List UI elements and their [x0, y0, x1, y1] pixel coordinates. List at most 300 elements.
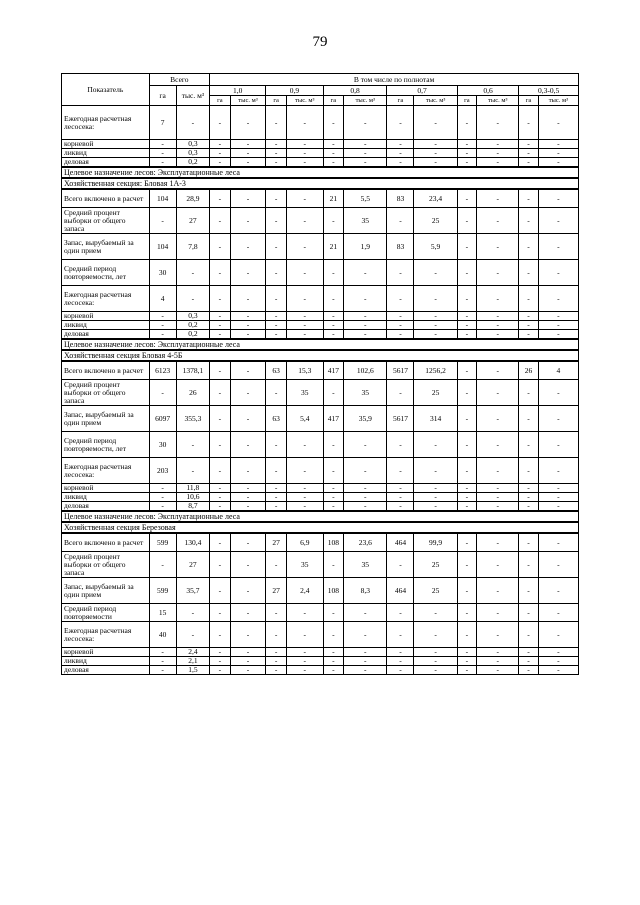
table-cell: -	[387, 106, 414, 140]
table-cell: -	[457, 657, 476, 666]
table-cell: -	[266, 330, 287, 340]
table-cell: -	[266, 140, 287, 149]
table-cell: -	[387, 502, 414, 512]
section-row-text: Хозяйственная секция: Бловая 1А-3	[62, 178, 579, 189]
table-cell: -	[477, 140, 519, 149]
table-cell: -	[387, 286, 414, 312]
table-cell: -	[457, 648, 476, 657]
table-cell: -	[230, 484, 266, 493]
table-cell: 130,4	[176, 533, 210, 552]
table-cell: -	[266, 260, 287, 286]
table-cell: -	[286, 140, 323, 149]
table-cell: -	[387, 604, 414, 622]
table-cell: -	[344, 140, 387, 149]
table-row	[62, 533, 579, 552]
table-cell: -	[149, 208, 176, 234]
table-cell: -	[477, 158, 519, 168]
table-cell: -	[457, 312, 476, 321]
table-cell: -	[323, 657, 344, 666]
table-cell: -	[519, 657, 538, 666]
table-cell: -	[210, 380, 231, 406]
table-cell: -	[414, 657, 457, 666]
table-row	[62, 140, 579, 149]
table-cell: -	[387, 158, 414, 168]
table-cell: 7	[149, 106, 176, 140]
table-cell: -	[344, 622, 387, 648]
subheader-tys: тыс. м³	[286, 96, 323, 106]
table-row	[62, 458, 579, 484]
table-cell: -	[323, 552, 344, 578]
table-cell: -	[519, 432, 538, 458]
table-cell: -	[286, 234, 323, 260]
table-cell: -	[457, 321, 476, 330]
table-cell: -	[477, 657, 519, 666]
table-cell: -	[149, 666, 176, 675]
table-row	[62, 189, 579, 208]
table-row	[62, 149, 579, 158]
purpose-row-text: Целевое назначение лесов: Эксплуатационные леса	[62, 167, 579, 178]
table-cell: 1256,2	[414, 361, 457, 380]
table-cell: -	[149, 552, 176, 578]
table-cell: -	[266, 622, 287, 648]
table-cell: -	[266, 380, 287, 406]
table-cell: -	[457, 158, 476, 168]
table-cell: 63	[266, 406, 287, 432]
row-label: деловая	[62, 502, 150, 512]
table-cell: 5617	[387, 406, 414, 432]
table-cell: -	[344, 493, 387, 502]
table-cell: -	[477, 648, 519, 657]
table-cell: -	[519, 648, 538, 657]
table-row	[62, 380, 579, 406]
table-cell: -	[457, 361, 476, 380]
table-cell: -	[210, 312, 231, 321]
table-cell: -	[387, 149, 414, 158]
table-cell: -	[457, 622, 476, 648]
table-cell: -	[149, 140, 176, 149]
table-row	[62, 432, 579, 458]
table-cell: 0,2	[176, 330, 210, 340]
row-label: Средний период повторяемости	[62, 604, 150, 622]
table-cell: -	[323, 286, 344, 312]
table-cell: -	[230, 533, 266, 552]
table-cell: 6097	[149, 406, 176, 432]
section-row-text: Хозяйственная секция Березовая	[62, 522, 579, 533]
table-cell: -	[286, 106, 323, 140]
table-cell: -	[344, 432, 387, 458]
table-cell: -	[323, 666, 344, 675]
table-cell: -	[266, 484, 287, 493]
row-label: Ежегодная расчетная лесосека:	[62, 622, 150, 648]
table-cell: -	[323, 330, 344, 340]
header-indicator: Показатель	[62, 74, 150, 106]
row-label: деловая	[62, 666, 150, 675]
table-cell: -	[210, 330, 231, 340]
table-cell: -	[230, 149, 266, 158]
table-cell: -	[286, 321, 323, 330]
table-cell: 27	[266, 578, 287, 604]
table-cell: -	[286, 432, 323, 458]
table-cell: -	[519, 234, 538, 260]
row-label: Ежегодная расчетная лесосека:	[62, 458, 150, 484]
table-cell: -	[176, 286, 210, 312]
table-cell: -	[387, 330, 414, 340]
table-row	[62, 106, 579, 140]
table-cell: -	[519, 458, 538, 484]
table-cell: 15	[149, 604, 176, 622]
table-cell: -	[323, 648, 344, 657]
table-cell: -	[519, 552, 538, 578]
table-cell: 26	[176, 380, 210, 406]
table-cell: 35	[344, 552, 387, 578]
table-cell: -	[344, 458, 387, 484]
table-cell: -	[266, 234, 287, 260]
table-cell: -	[538, 533, 578, 552]
table-cell: -	[210, 189, 231, 208]
table-row	[62, 312, 579, 321]
table-cell: -	[538, 189, 578, 208]
table-cell: -	[457, 406, 476, 432]
table-cell: -	[286, 502, 323, 512]
table-cell: -	[266, 158, 287, 168]
table-cell: -	[519, 260, 538, 286]
table-cell: -	[210, 604, 231, 622]
table-cell: -	[344, 312, 387, 321]
table-cell: -	[414, 622, 457, 648]
table-cell: -	[230, 106, 266, 140]
table-cell: -	[414, 484, 457, 493]
subheader-ga: га	[519, 96, 538, 106]
row-label: Средний процент выборки от общего запаса	[62, 552, 150, 578]
row-label: ликвид	[62, 493, 150, 502]
table-cell: 8,3	[344, 578, 387, 604]
table-cell: -	[457, 484, 476, 493]
table-cell: -	[286, 286, 323, 312]
table-cell: -	[477, 458, 519, 484]
table-cell: 6123	[149, 361, 176, 380]
subheader-tys: тыс. м³	[230, 96, 266, 106]
table-cell: -	[286, 260, 323, 286]
row-label: Всего включено в расчет	[62, 361, 150, 380]
table-cell: 599	[149, 533, 176, 552]
table-cell: -	[266, 312, 287, 321]
table-cell: 1,9	[344, 234, 387, 260]
table-cell: -	[519, 484, 538, 493]
row-label: корневой	[62, 648, 150, 657]
table-cell: -	[414, 458, 457, 484]
table-cell: -	[477, 149, 519, 158]
table-cell: -	[344, 330, 387, 340]
table-cell: -	[176, 432, 210, 458]
section-row	[62, 522, 579, 533]
table-cell: -	[477, 234, 519, 260]
table-cell: -	[457, 260, 476, 286]
table-cell: -	[344, 149, 387, 158]
table-cell: 1,5	[176, 666, 210, 675]
table-row	[62, 286, 579, 312]
table-cell: -	[230, 552, 266, 578]
table-cell: 27	[266, 533, 287, 552]
table-row	[62, 502, 579, 512]
table-cell: -	[538, 149, 578, 158]
table-cell: -	[387, 493, 414, 502]
table-cell: -	[457, 380, 476, 406]
table-cell: -	[387, 260, 414, 286]
table-cell: -	[286, 312, 323, 321]
table-cell: -	[414, 321, 457, 330]
table-cell: -	[457, 234, 476, 260]
table-cell: -	[176, 604, 210, 622]
table-cell: -	[266, 502, 287, 512]
table-cell: -	[323, 158, 344, 168]
table-cell: -	[414, 432, 457, 458]
header-total-tys: тыс. м³	[176, 86, 210, 106]
table-cell: -	[344, 321, 387, 330]
table-cell: -	[230, 286, 266, 312]
table-cell: -	[538, 552, 578, 578]
header-dens-3: 0,7	[387, 86, 457, 96]
table-cell: -	[457, 493, 476, 502]
table-cell: -	[344, 648, 387, 657]
row-label: ликвид	[62, 149, 150, 158]
table-cell: -	[457, 458, 476, 484]
table-cell: -	[538, 321, 578, 330]
table-cell: -	[477, 604, 519, 622]
table-cell: -	[477, 493, 519, 502]
table-row	[62, 604, 579, 622]
table-cell: -	[210, 286, 231, 312]
table-cell: 23,6	[344, 533, 387, 552]
table-cell: 314	[414, 406, 457, 432]
table-cell: 108	[323, 578, 344, 604]
row-label: ликвид	[62, 321, 150, 330]
table-cell: -	[477, 484, 519, 493]
table-cell: 27	[176, 552, 210, 578]
table-cell: 2,4	[176, 648, 210, 657]
purpose-row-text: Целевое назначение лесов: Эксплуатационные леса	[62, 511, 579, 522]
table-cell: -	[477, 533, 519, 552]
table-cell: 25	[414, 578, 457, 604]
table-cell: -	[210, 493, 231, 502]
table-cell: -	[286, 604, 323, 622]
table-cell: -	[286, 493, 323, 502]
table-cell: -	[387, 648, 414, 657]
table-row	[62, 666, 579, 675]
table-cell: -	[457, 533, 476, 552]
table-cell: -	[519, 622, 538, 648]
purpose-row-text: Целевое назначение лесов: Эксплуатационные леса	[62, 339, 579, 350]
table-cell: -	[286, 158, 323, 168]
table-cell: -	[266, 106, 287, 140]
table-cell: -	[230, 458, 266, 484]
table-cell: -	[477, 312, 519, 321]
table-cell: -	[477, 208, 519, 234]
table-cell: 5,4	[286, 406, 323, 432]
table-cell: -	[538, 312, 578, 321]
header-dens-2: 0,8	[323, 86, 387, 96]
table-cell: -	[210, 321, 231, 330]
header-total: Всего	[149, 74, 210, 86]
table-cell: -	[538, 604, 578, 622]
table-cell: 35	[344, 208, 387, 234]
table-cell: -	[210, 260, 231, 286]
table-cell: -	[538, 330, 578, 340]
table-cell: -	[519, 286, 538, 312]
table-cell: -	[387, 484, 414, 493]
table-cell: -	[457, 106, 476, 140]
table-cell: 7,8	[176, 234, 210, 260]
table-row	[62, 484, 579, 493]
table-cell: -	[286, 657, 323, 666]
section-row	[62, 350, 579, 361]
table-cell: -	[286, 484, 323, 493]
table-cell: -	[210, 578, 231, 604]
table-cell: -	[414, 330, 457, 340]
table-cell: 35	[286, 552, 323, 578]
table-cell: -	[210, 140, 231, 149]
table-cell: -	[230, 380, 266, 406]
table-cell: -	[210, 622, 231, 648]
table-cell: -	[323, 622, 344, 648]
table-cell: -	[477, 578, 519, 604]
table-cell: -	[457, 552, 476, 578]
table-cell: -	[149, 149, 176, 158]
table-cell: 0,3	[176, 149, 210, 158]
table-cell: -	[519, 604, 538, 622]
table-cell: -	[457, 189, 476, 208]
table-cell: -	[286, 648, 323, 657]
table-cell: -	[266, 552, 287, 578]
table-cell: 15,3	[286, 361, 323, 380]
table-cell: -	[323, 140, 344, 149]
table-cell: -	[286, 208, 323, 234]
table-cell: -	[477, 432, 519, 458]
subheader-tys: тыс. м³	[344, 96, 387, 106]
table-cell: -	[387, 380, 414, 406]
table-cell: -	[519, 149, 538, 158]
table-cell: -	[266, 648, 287, 657]
table-cell: -	[323, 493, 344, 502]
table-cell: -	[230, 312, 266, 321]
table-cell: -	[519, 533, 538, 552]
subheader-ga: га	[210, 96, 231, 106]
table-cell: -	[457, 666, 476, 675]
table-cell: -	[210, 648, 231, 657]
table-cell: -	[538, 208, 578, 234]
table-cell: 35	[344, 380, 387, 406]
table-cell: -	[457, 286, 476, 312]
table-row	[62, 648, 579, 657]
table-cell: -	[210, 502, 231, 512]
table-cell: -	[477, 189, 519, 208]
table-cell: 63	[266, 361, 287, 380]
header-dens-4: 0,6	[457, 86, 519, 96]
table-cell: -	[149, 502, 176, 512]
row-label: ликвид	[62, 657, 150, 666]
row-label: корневой	[62, 484, 150, 493]
table-cell: -	[477, 361, 519, 380]
table-cell: -	[519, 578, 538, 604]
table-cell: 464	[387, 578, 414, 604]
table-cell: -	[286, 458, 323, 484]
table-cell: -	[414, 604, 457, 622]
table-cell: -	[457, 208, 476, 234]
row-label: Всего включено в расчет	[62, 189, 150, 208]
table-cell: -	[344, 666, 387, 675]
table-cell: 417	[323, 406, 344, 432]
row-label: Средний процент выборки от общего запаса	[62, 380, 150, 406]
table-cell: -	[457, 578, 476, 604]
table-cell: -	[266, 493, 287, 502]
table-cell: -	[210, 208, 231, 234]
table-cell: -	[323, 208, 344, 234]
table-cell: -	[414, 149, 457, 158]
table-cell: -	[538, 502, 578, 512]
table-cell: -	[387, 458, 414, 484]
table-cell: -	[230, 604, 266, 622]
row-label: Запас, вырубаемый за один прием	[62, 578, 150, 604]
section-row-text: Хозяйственная секция Бловая 4-5Б	[62, 350, 579, 361]
table-cell: -	[414, 312, 457, 321]
table-cell: -	[519, 106, 538, 140]
table-cell: 40	[149, 622, 176, 648]
section-row	[62, 178, 579, 189]
table-cell: -	[286, 330, 323, 340]
table-cell: -	[414, 286, 457, 312]
table-cell: -	[457, 330, 476, 340]
table-cell: -	[210, 657, 231, 666]
table-cell: -	[149, 321, 176, 330]
table-cell: -	[230, 406, 266, 432]
table-cell: 30	[149, 432, 176, 458]
table-cell: -	[286, 622, 323, 648]
table-cell: -	[414, 493, 457, 502]
table-cell: -	[230, 158, 266, 168]
table-cell: -	[149, 493, 176, 502]
table-cell: -	[477, 330, 519, 340]
row-label: Запас, вырубаемый за один прием	[62, 406, 150, 432]
table-cell: -	[457, 149, 476, 158]
table-row	[62, 622, 579, 648]
table-cell: -	[323, 260, 344, 286]
table-cell: -	[344, 502, 387, 512]
table-cell: -	[414, 648, 457, 657]
table-cell: -	[477, 502, 519, 512]
table-cell: -	[230, 432, 266, 458]
table-cell: -	[538, 484, 578, 493]
table-cell: 203	[149, 458, 176, 484]
table-cell: -	[519, 380, 538, 406]
table-cell: 83	[387, 189, 414, 208]
header-incl: В том числе по полнотам	[210, 74, 579, 86]
table-cell: -	[414, 502, 457, 512]
table-cell: -	[230, 234, 266, 260]
table-cell: -	[538, 432, 578, 458]
table-cell: -	[477, 666, 519, 675]
table-cell: -	[519, 321, 538, 330]
table-cell: -	[230, 321, 266, 330]
table-cell: 102,6	[344, 361, 387, 380]
table-cell: -	[519, 330, 538, 340]
table-cell: -	[210, 106, 231, 140]
table-body	[62, 74, 579, 675]
table-cell: -	[266, 149, 287, 158]
table-cell: 83	[387, 234, 414, 260]
table-cell: 104	[149, 234, 176, 260]
table-cell: 10,6	[176, 493, 210, 502]
table-cell: 11,8	[176, 484, 210, 493]
table-cell: -	[230, 648, 266, 657]
